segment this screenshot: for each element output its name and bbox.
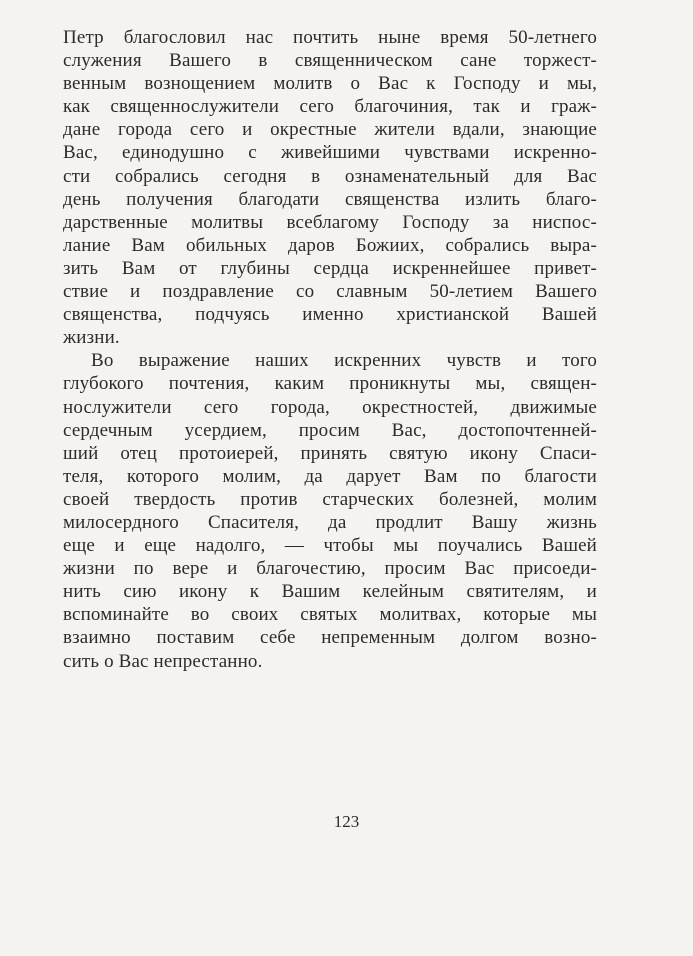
- text-line: нослужители сего города, окрестностей, движимые: [63, 396, 597, 418]
- text-line: Петр благословил нас почтить ныне время 50-летнего: [63, 27, 597, 48]
- text-line: ствие и поздравление со славным 50-летием Вашего: [63, 281, 597, 303]
- text-line: Вас, единодушно с живейшими чувствами искренно-: [63, 142, 597, 164]
- text-line: своей твердость против старческих болезней, молим: [63, 488, 597, 510]
- text-line: сить о Вас непрестанно.: [63, 650, 263, 672]
- text-line: венным вознощением молитв о Вас к Господу и мы,: [63, 73, 597, 95]
- text-line: лание Вам обильных даров Божиих, собрались выра-: [63, 234, 597, 256]
- text-line: как священнослужители сего благочиния, так и граж-: [63, 96, 597, 118]
- text-line: еще и еще надолго, — чтобы мы поучались Вашей: [63, 535, 597, 557]
- text-line: служения Вашего в священническом сане торжест-: [63, 50, 597, 72]
- text-line: зить Вам от глубины сердца искреннейшее привет-: [63, 257, 597, 279]
- text-line: день получения благодати священства излить благо-: [63, 188, 597, 210]
- text-line: глубокого почтения, каким проникнуты мы, священ-: [63, 373, 597, 395]
- page-number: 123: [333, 812, 360, 831]
- text-line: сти собрались сегодня в ознаменательный для Вас: [63, 165, 597, 187]
- text-line: взаимно поставим себе непременным долгом возно-: [63, 627, 597, 649]
- text-line: теля, которого молим, да дарует Вам по благости: [63, 465, 597, 487]
- paragraph-1: [63, 26, 597, 349]
- text-line: ший отец протоиерей, принять святую икону Спаси-: [63, 442, 597, 464]
- text-line: дане города сего и окрестные жители вдали, знающие: [63, 119, 597, 141]
- text-line: нить сию икону к Вашим келейным святителям, и: [63, 581, 597, 603]
- text-line: дарственные молитвы всеблагому Господу за ниспос-: [63, 211, 597, 233]
- text-line: милосердного Спасителя, да продлит Вашу жизнь: [63, 511, 597, 533]
- text-line: сердечным усердием, просим Вас, достопочтенней-: [63, 419, 597, 441]
- paragraph-2: [63, 349, 597, 672]
- text-line: священства, подчуясь именно христианской Вашей: [63, 304, 597, 326]
- text-line: Во выражение наших искренних чувств и того: [91, 350, 597, 372]
- page-text: [63, 26, 597, 673]
- text-line: жизни по вере и благочестию, просим Вас присоеди-: [63, 558, 597, 580]
- text-line: жизни.: [63, 327, 120, 349]
- text-line: вспоминайте во своих святых молитвах, которые мы: [63, 604, 597, 626]
